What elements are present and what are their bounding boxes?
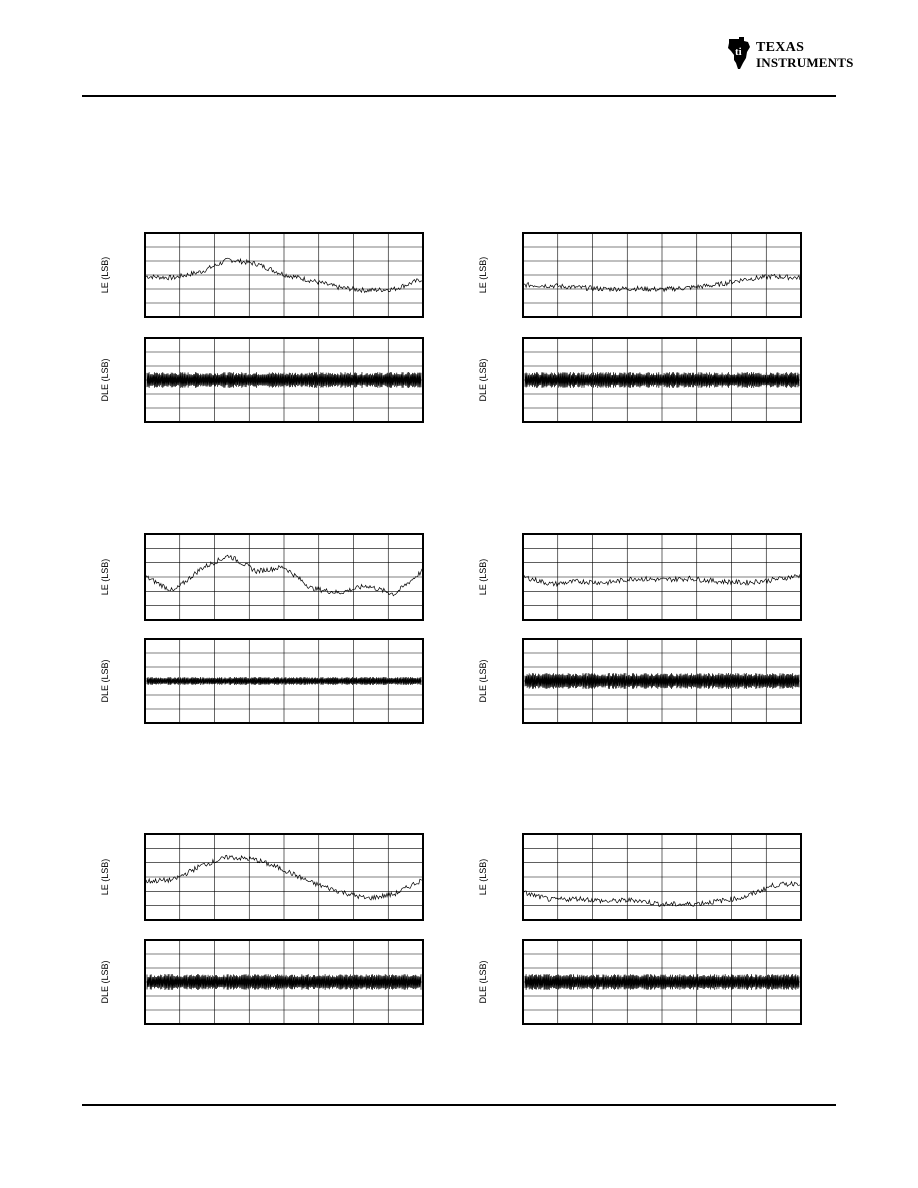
- series-line: [525, 673, 799, 689]
- chart-panel-1: [100, 233, 423, 317]
- chart-panel-4: [478, 338, 801, 422]
- series-line: [147, 677, 421, 685]
- chart-panel-2: [100, 338, 423, 422]
- y-axis-label: DLE (LSB): [478, 960, 488, 1004]
- y-axis-label: DLE (LSB): [100, 358, 110, 402]
- svg-text:ti: ti: [735, 46, 742, 58]
- footer-rule: [82, 1104, 836, 1106]
- y-axis-label: LE (LSB): [100, 558, 110, 596]
- y-axis-label: LE (LSB): [100, 256, 110, 294]
- chart-panel-3: [478, 233, 801, 317]
- chart-panel-12: [478, 940, 801, 1024]
- chart-panel-9: [100, 834, 423, 920]
- y-axis-label: LE (LSB): [478, 858, 488, 896]
- chart-panel-10: [100, 940, 423, 1024]
- y-axis-label: DLE (LSB): [100, 960, 110, 1004]
- chart-panel-11: [478, 834, 801, 920]
- y-axis-label: LE (LSB): [100, 858, 110, 896]
- logo-line2: INSTRUMENTS: [756, 55, 854, 70]
- series-line: [525, 974, 799, 990]
- chart-panel-6: [100, 639, 423, 723]
- series-line: [147, 372, 421, 388]
- y-axis-label: DLE (LSB): [478, 659, 488, 703]
- series-line: [147, 974, 421, 990]
- chart-panel-5: [100, 534, 423, 620]
- y-axis-label: DLE (LSB): [478, 358, 488, 402]
- logo-line1: TEXAS: [756, 40, 805, 55]
- y-axis-label: DLE (LSB): [100, 659, 110, 703]
- chart-panel-8: [478, 639, 801, 723]
- chart-panel-7: [478, 534, 801, 620]
- y-axis-label: LE (LSB): [478, 256, 488, 294]
- y-axis-label: LE (LSB): [478, 558, 488, 596]
